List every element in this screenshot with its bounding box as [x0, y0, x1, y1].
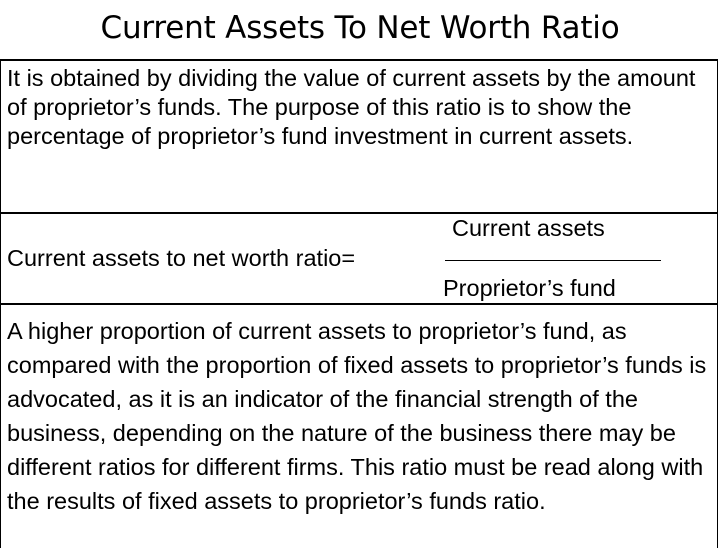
- definition-text: It is obtained by dividing the value of current assets by the amount of proprietor’s funds. The purpose of this ratio is to show the percentage of proprietor’s fund investment in current assets.: [7, 65, 696, 149]
- fraction-bar: [445, 260, 661, 261]
- explanation-text: A higher proportion of current assets to proprietor’s fund, as compared with the proportion of fixed assets to proprietor’s funds is advocated, as it is an indicator of the financial strength of the business, depending on the nature of the business there may be different ratios for different firms. This ratio must be read along with the results of fixed assets to proprietor’s funds ratio.: [7, 318, 707, 514]
- formula-denominator: Proprietor’s fund: [443, 275, 616, 301]
- slide-title: Current Assets To Net Worth Ratio: [100, 10, 620, 46]
- formula-numerator: Current assets: [452, 215, 605, 241]
- definition-box: [0, 59, 718, 213]
- formula-lhs: Current assets to net worth ratio=: [7, 245, 356, 271]
- formula-box: [0, 212, 718, 304]
- explanation-box: [0, 303, 718, 548]
